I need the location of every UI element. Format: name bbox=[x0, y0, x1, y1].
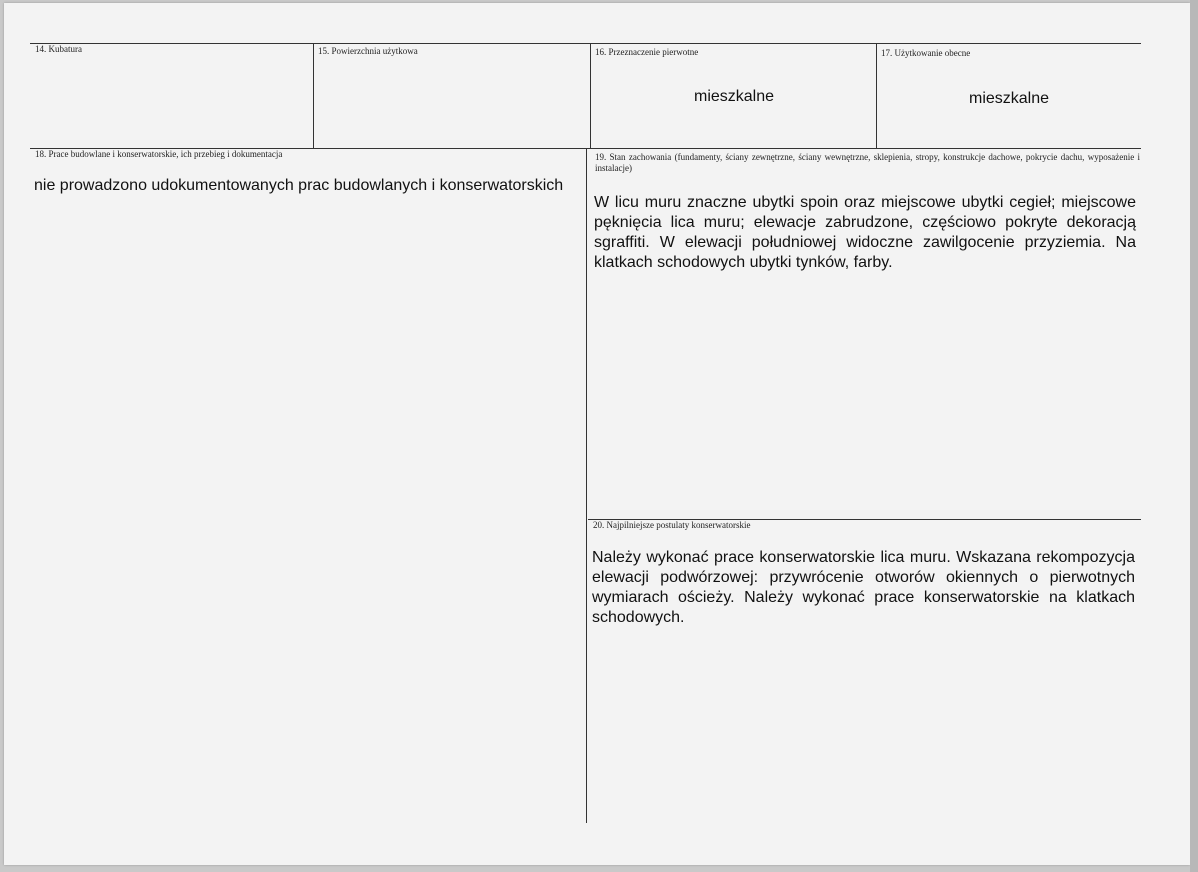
rule-col-3 bbox=[876, 43, 877, 148]
rule-col-2 bbox=[590, 43, 591, 148]
rule-lower-middle bbox=[586, 148, 587, 823]
field-17-label: 17. Użytkowanie obecne bbox=[881, 48, 971, 58]
field-15-label: 15. Powierzchnia użytkowa bbox=[318, 46, 418, 56]
field-17-value: mieszkalne bbox=[968, 90, 1050, 107]
field-18-label: 18. Prace budowlane i konserwatorskie, ich przebieg i dokumentacja bbox=[35, 149, 283, 159]
rule-col-1 bbox=[313, 43, 314, 148]
field-16-label: 16. Przeznaczenie pierwotne bbox=[595, 47, 699, 57]
field-14-label: 14. Kubatura bbox=[35, 44, 82, 54]
field-18-value: nie prowadzono udokumentowanych prac budowlanych i konserwatorskich bbox=[34, 177, 564, 194]
field-19-label: 19. Stan zachowania (fundamenty, ściany zewnętrzne, ściany wewnętrzne, sklepienia, stropy, konstrukcje dachowe, pokrycie dachu, wyposażenie i instalacje) bbox=[595, 152, 1140, 173]
field-16-value: mieszkalne bbox=[693, 88, 775, 105]
rule-top-row bbox=[30, 43, 1141, 44]
form-sheet bbox=[4, 3, 1190, 865]
scan-edge bbox=[1190, 0, 1198, 872]
field-19-value: W licu muru znaczne ubytki spoin oraz miejscowe ubytki cegieł; miejscowe pęknięcia lica muru; elewacje zabrudzone, częściowo pokryte dekoracją sgraffiti. W elewacji południowej widoczne zawilgocenie przyziemia. Na klatkach schodowych ubytki tynków, farby. bbox=[594, 194, 1136, 271]
field-20-label: 20. Najpilniejsze postulaty konserwatorskie bbox=[593, 520, 751, 530]
field-20-value: Należy wykonać prace konserwatorskie lica muru. Wskazana rekompozycja elewacji podwórzowej: przywrócenie otworów okiennych o pierwotnych wymiarach ościeży. Należy wykonać prace konserwatorskie na klatkach schodowych. bbox=[592, 549, 1135, 626]
